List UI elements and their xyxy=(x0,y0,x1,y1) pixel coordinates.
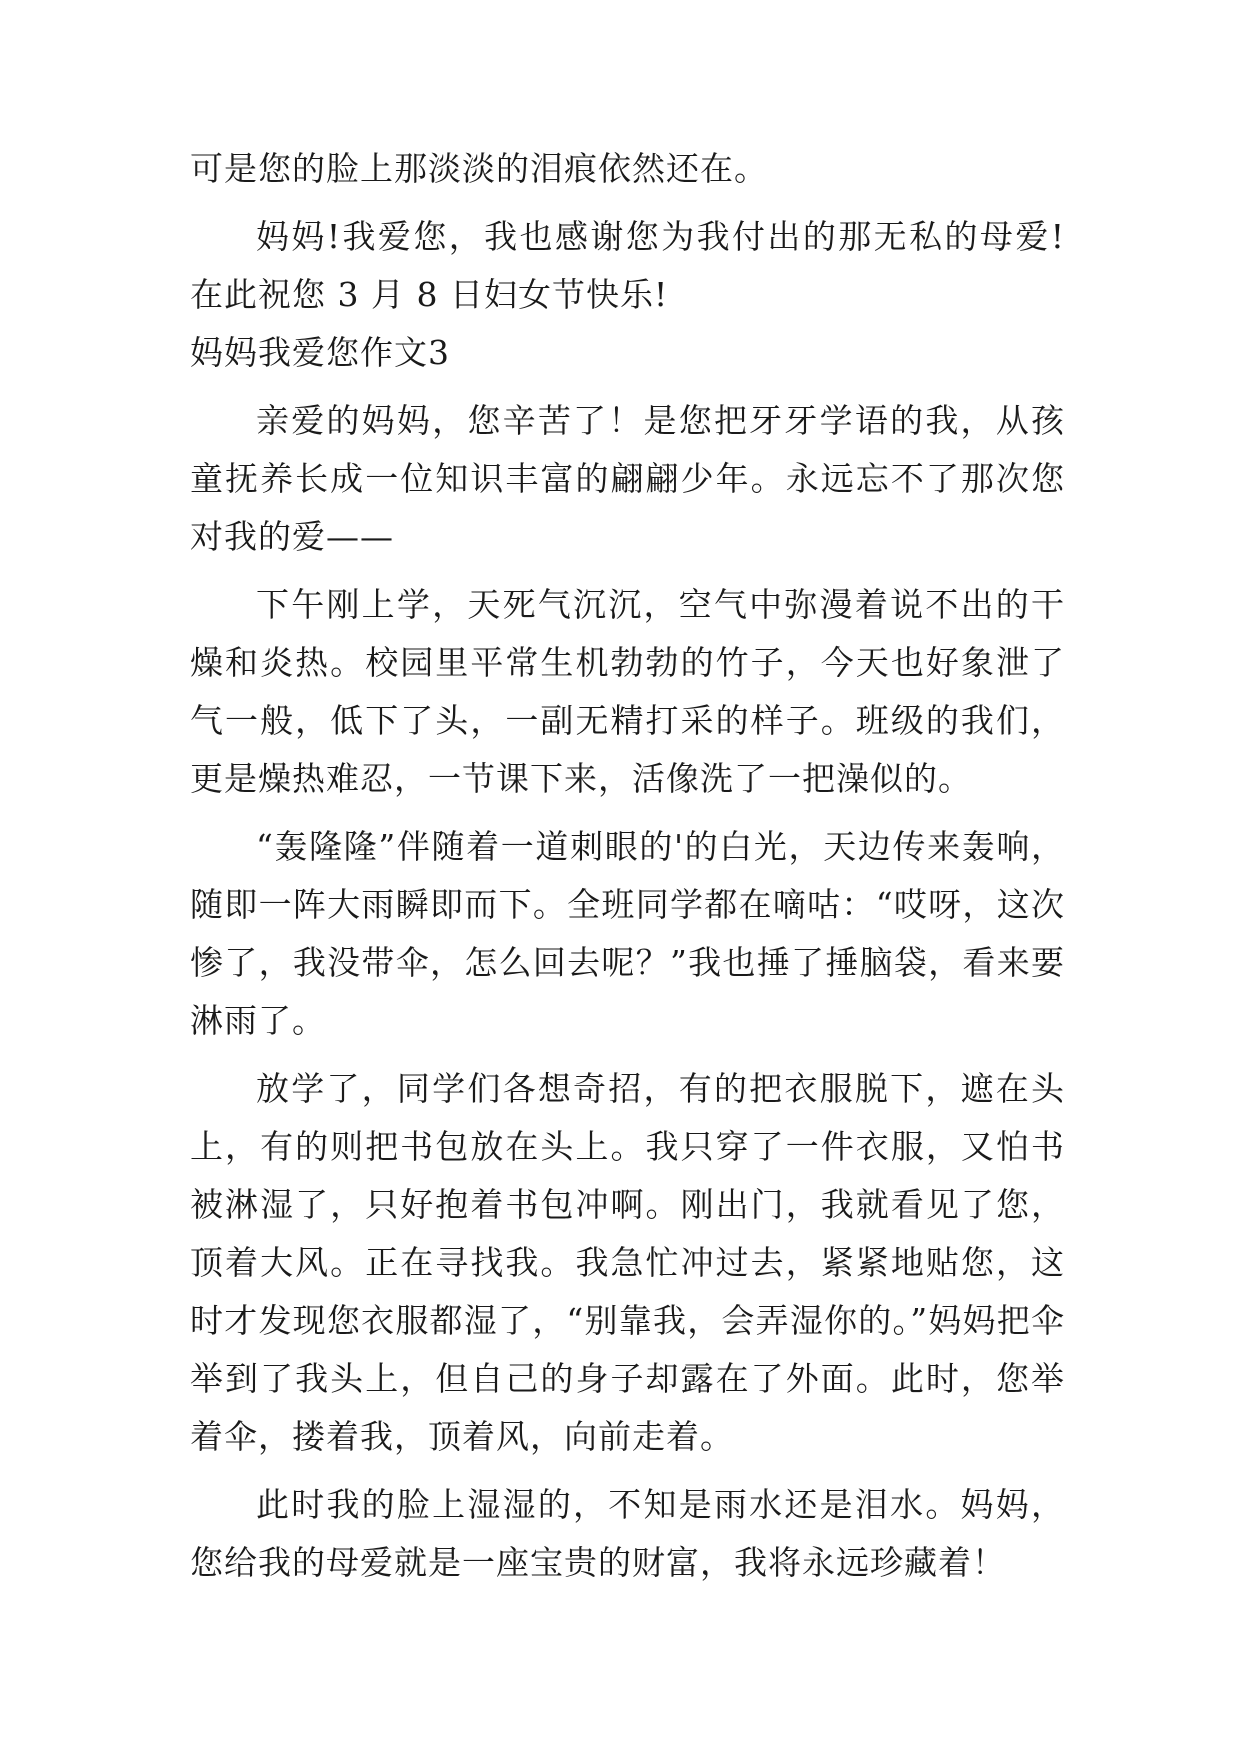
paragraph-after-school: 放学了，同学们各想奇招，有的把衣服脱下，遮在头上，有的则把书包放在头上。我只穿了一件衣服，又怕书被淋湿了，只好抱着书包冲啊。刚出门，我就看见了您，顶着大风。正在寻找我。我急忙冲过去，紧紧地贴您，这时才发现您衣服都湿了，“别靠我，会弄湿你的。”妈妈把伞举到了我头上，但自己的身子却露在了外面。此时，您举着伞，搂着我，顶着风，向前走着。 xyxy=(190,1069,1065,1456)
document-body xyxy=(190,140,1065,1592)
paragraph-thunder: “轰隆隆”伴随着一道刺眼的'的白光，天边传来轰响，随即一阵大雨瞬即而下。全班同学都在嘀咕：“哎呀，这次惨了，我没带伞，怎么回去呢？”我也捶了捶脑袋，看来要淋雨了。 xyxy=(190,827,1065,1040)
paragraph-ending: 此时我的脸上湿湿的，不知是雨水还是泪水。妈妈，您给我的母爱就是一座宝贵的财富，我将永远珍藏着！ xyxy=(190,1485,1065,1582)
paragraph-afternoon: 下午刚上学，天死气沉沉，空气中弥漫着说不出的干燥和炎热。校园里平常生机勃勃的竹子，今天也好象泄了气一般，低下了头，一副无精打采的样子。班级的我们，更是燥热难忍，一节课下来，活像洗了一把澡似的。 xyxy=(190,585,1065,798)
essay-title: 妈妈我爱您作文3 xyxy=(190,333,450,372)
paragraph-intro: 亲爱的妈妈，您辛苦了！是您把牙牙学语的我，从孩童抚养长成一位知识丰富的翩翩少年。永远忘不了那次您对我的爱—— xyxy=(190,401,1065,556)
paragraph-continuation: 可是您的脸上那淡淡的泪痕依然还在。 xyxy=(190,149,768,188)
paragraph-wish: 妈妈!我爱您，我也感谢您为我付出的那无私的母爱!在此祝您 3 月 8 日妇女节快乐! xyxy=(190,217,1065,314)
